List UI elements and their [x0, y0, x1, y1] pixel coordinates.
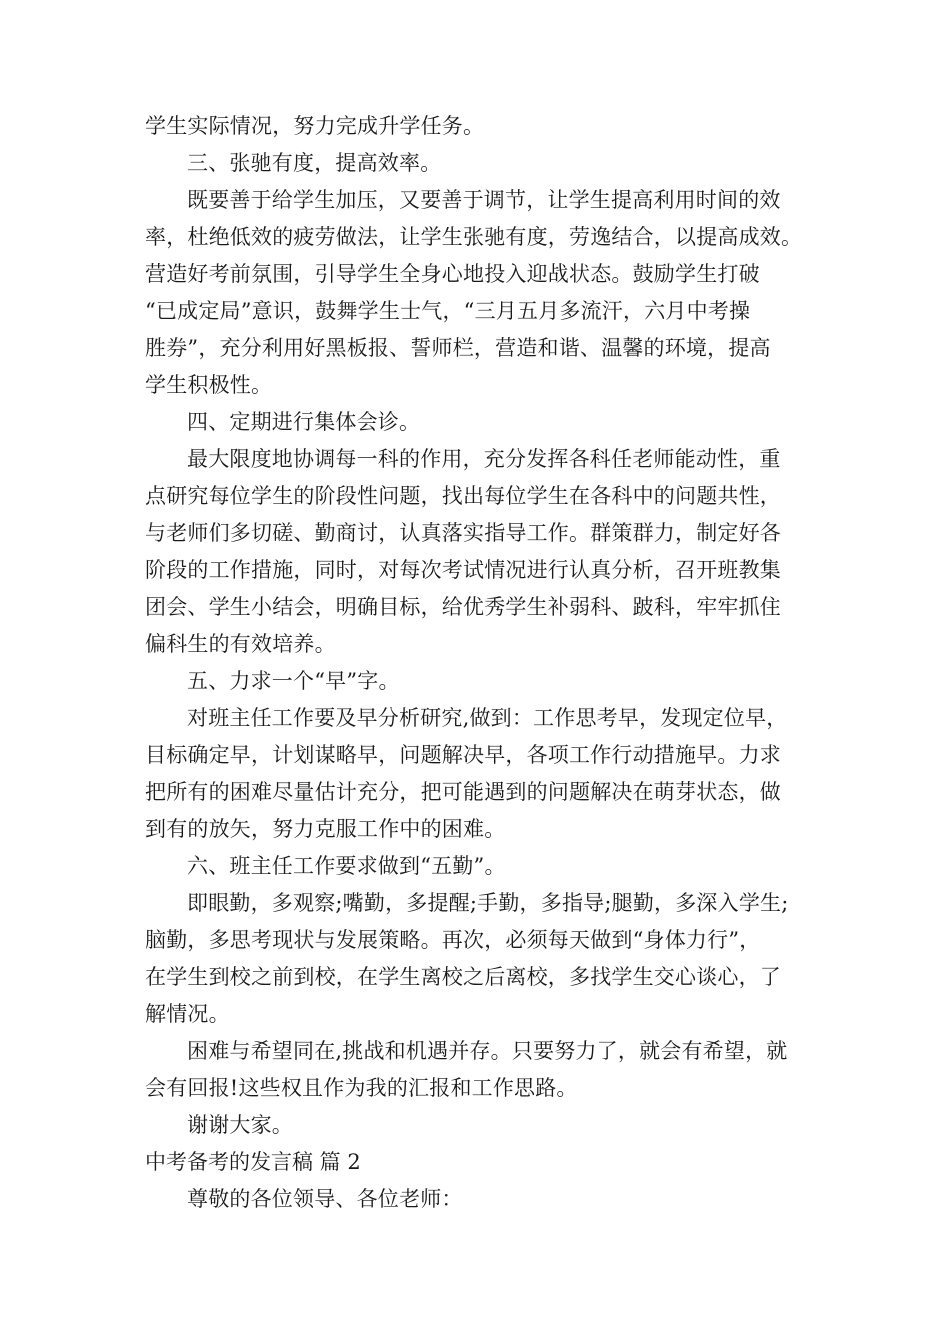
salutation: 尊敬的各位领导、各位老师：: [187, 1187, 463, 1211]
paragraph-line: 会有回报!这些权且作为我的汇报和工作思路。: [145, 1076, 578, 1100]
paragraph-line: 即眼勤，多观察;嘴勤，多提醒;手勤，多指导;腿勤，多深入学生;: [187, 891, 789, 915]
paragraph-line: 点研究每位学生的阶段性问题，找出每位学生在各科中的问题共性，: [145, 484, 781, 508]
section-heading-6: 六、班主任工作要求做到“五勤”。: [187, 854, 506, 878]
paragraph-line: 营造好考前氛围，引导学生全身心地投入迎战状态。鼓励学生打破: [145, 262, 760, 286]
paragraph-line: 率，杜绝低效的疲劳做法，让学生张驰有度，劳逸结合，以提高成效。: [145, 225, 803, 249]
paragraph-line: 把所有的困难尽量估计充分，把可能遇到的问题解决在萌芽状态，做: [145, 780, 781, 804]
paragraph-line: 困难与希望同在,挑战和机遇并存。只要努力了，就会有希望，就: [187, 1039, 788, 1063]
section-heading-4: 四、定期进行集体会诊。: [187, 410, 421, 434]
article-title: 中考备考的发言稿 篇 2: [145, 1150, 361, 1174]
paragraph-line: 学生实际情况，努力完成升学任务。: [145, 114, 485, 138]
paragraph-line: 解情况。: [145, 1002, 230, 1026]
document-body: [145, 108, 825, 1218]
paragraph-line: 偏科生的有效培养。: [145, 632, 336, 656]
paragraph-line: 目标确定早，计划谋略早，问题解决早，各项工作行动措施早。力求: [145, 743, 781, 767]
paragraph-line: 既要善于给学生加压，又要善于调节，让学生提高利用时间的效: [187, 188, 781, 212]
section-heading-3: 三、张驰有度，提高效率。: [187, 151, 442, 175]
paragraph-line: 脑勤，多思考现状与发展策略。再次，必须每天做到“身体力行”，: [145, 928, 761, 952]
paragraph-line: 最大限度地协调每一科的作用，充分发挥各科任老师能动性，重: [187, 447, 781, 471]
paragraph-line: 与老师们多切磋、勤商讨，认真落实指导工作。群策群力，制定好各: [145, 521, 781, 545]
paragraph-line: 胜券”，充分利用好黑板报、誓师栏，营造和谐、温馨的环境，提高: [145, 336, 771, 360]
section-heading-5: 五、力求一个“早”字。: [187, 669, 400, 693]
paragraph-line: 对班主任工作要及早分析研究,做到：工作思考早，发现定位早，: [187, 706, 788, 730]
paragraph-line: 阶段的工作措施，同时，对每次考试情况进行认真分析，召开班教集: [145, 558, 781, 582]
paragraph-line: 到有的放矢，努力克服工作中的困难。: [145, 817, 506, 841]
paragraph-line: 团会、学生小结会，明确目标，给优秀学生补弱科、跛科，牢牢抓住: [145, 595, 781, 619]
closing-thanks: 谢谢大家。: [187, 1113, 293, 1137]
paragraph-line: “已成定局”意识，鼓舞学生士气，“三月五月多流汗，六月中考操: [145, 299, 751, 323]
paragraph-line: 学生积极性。: [145, 373, 273, 397]
paragraph-line: 在学生到校之前到校，在学生离校之后离校，多找学生交心谈心，了: [145, 965, 781, 989]
